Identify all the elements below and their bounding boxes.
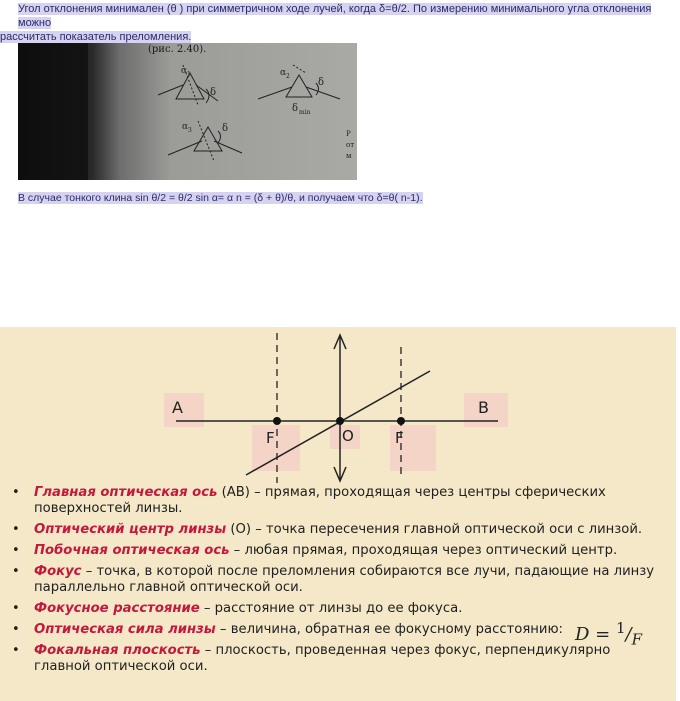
definition-text: – точка, в которой после преломления собираются все лучи, падающие на линзу параллельно главной оптической оси. <box>34 564 655 595</box>
formula-num: 1 <box>615 619 626 637</box>
label-alpha-2: α <box>280 68 287 78</box>
definition-item <box>0 619 676 649</box>
bullet: • <box>12 522 20 537</box>
formula-slash: / <box>625 624 632 645</box>
intro-line-1: Угол отклонения минимален (θ ) при симметричном ходе лучей, когда δ=θ/2. По измерению минимального угла отклонения можно <box>18 3 652 29</box>
edge-text-3: м <box>346 152 352 160</box>
label-focus-right: F <box>395 429 404 447</box>
intro-line-2: рассчитать показатель преломления. <box>0 31 192 43</box>
label-b: B <box>478 398 489 417</box>
definition-text: – любая прямая, проходящая через оптический центр. <box>229 543 618 558</box>
definition-term: Фокусное расстояние <box>34 601 200 616</box>
thin-wedge-text: В случае тонкого клина sin θ/2 = θ/2 sin α= α n = (δ + θ)/θ, и получаем что δ=θ( n-1). <box>18 192 423 204</box>
formula-d: D <box>574 624 590 645</box>
definition-item <box>0 543 676 559</box>
bullet: • <box>12 601 20 616</box>
definition-term: Главная оптическая ось <box>34 485 218 500</box>
label-a: A <box>172 398 183 417</box>
label-delta-2: δ <box>318 77 325 88</box>
definition-item <box>0 564 676 596</box>
edge-text-2: от <box>346 141 355 149</box>
definition-term: Оптическая сила линзы <box>34 622 216 637</box>
definition-text: (O) – точка пересечения главной оптической оси с линзой. <box>226 522 643 537</box>
definition-text: – расстояние от линзы до ее фокуса. <box>199 601 463 616</box>
formula-den: F <box>631 630 642 649</box>
bullet: • <box>12 622 20 637</box>
label-delta-min-sub: min <box>299 109 311 116</box>
definitions-list <box>0 485 676 680</box>
definition-text: (AB) – прямая, проходящая через центры сферических поверхностей линзы. <box>34 485 606 516</box>
label-focus-left: F <box>266 429 275 447</box>
definition-item <box>0 522 676 538</box>
prism-photo <box>18 43 357 180</box>
definition-item <box>0 601 676 617</box>
definition-item <box>0 485 676 517</box>
lens-slide <box>0 327 676 701</box>
label-alpha-1-sub: 1 <box>187 71 191 78</box>
definition-text: – величина, обратная ее фокусному расстоянию: <box>215 622 564 637</box>
label-alpha-1: α <box>181 66 188 76</box>
focus-point-left <box>273 417 281 425</box>
definition-item <box>0 643 676 675</box>
edge-text-1: Р <box>346 130 351 138</box>
bullet: • <box>12 485 20 500</box>
definition-term: Побочная оптическая ось <box>34 543 230 558</box>
focus-point-right <box>397 417 405 425</box>
prism-photo-svg <box>18 43 357 180</box>
lens-diagram <box>0 327 676 487</box>
bullet: • <box>12 543 20 558</box>
bullet: • <box>12 564 20 579</box>
label-bg-a <box>164 393 204 427</box>
thin-wedge-paragraph <box>18 192 423 205</box>
definition-term: Фокус <box>34 564 82 579</box>
optical-center-point <box>336 417 344 425</box>
label-alpha-3: α <box>182 122 189 132</box>
definition-term: Оптический центр линзы <box>34 522 227 537</box>
formula-eq: = <box>589 624 616 645</box>
definition-text: – плоскость, проведенная через фокус, перпендикулярно главной оптической оси. <box>34 643 611 674</box>
intro-paragraph <box>0 2 680 44</box>
label-delta-3: δ <box>222 123 229 134</box>
label-alpha-3-sub: 3 <box>188 127 192 134</box>
photo-caption: (рис. 2.40). <box>148 44 207 55</box>
label-delta-1: δ <box>210 87 217 98</box>
label-optical-center: O <box>342 427 354 445</box>
label-delta-min: δ <box>292 103 299 114</box>
bullet: • <box>12 643 20 658</box>
label-alpha-2-sub: 2 <box>286 73 290 80</box>
definition-term: Фокальная плоскость <box>34 643 201 658</box>
